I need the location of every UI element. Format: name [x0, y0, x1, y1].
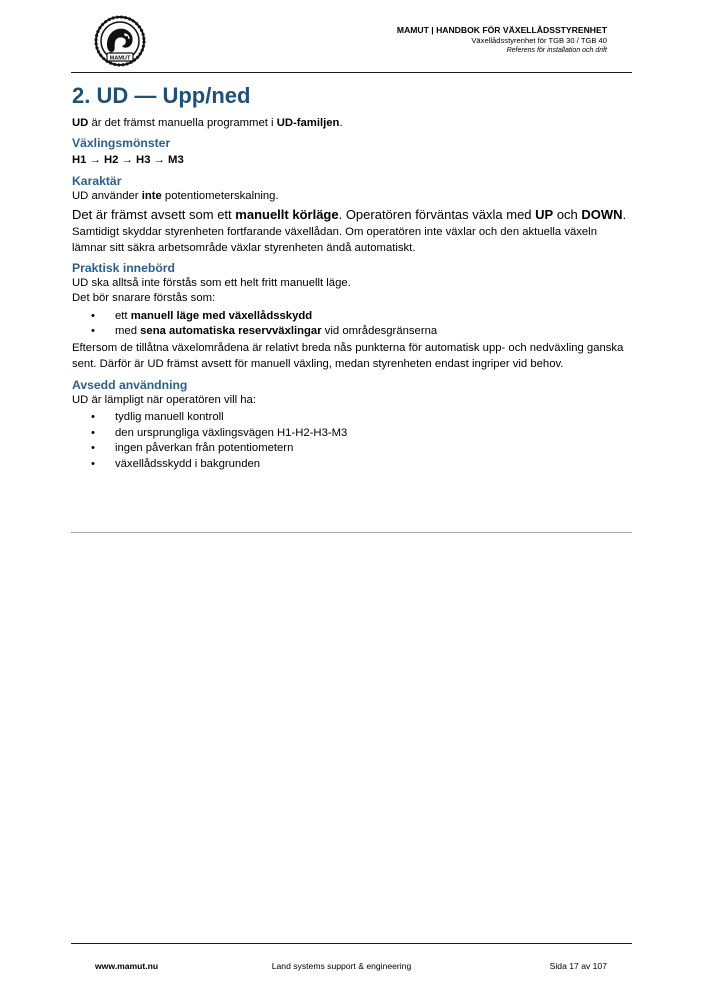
character-paragraph-2: Det är främst avsett som ett manuellt körläge. Operatören förväntas växla med UP och DOWN. — [72, 207, 627, 223]
header-info — [397, 25, 607, 56]
heading-intended-use: Avsedd användning — [72, 378, 188, 393]
main-content — [72, 82, 634, 472]
list-item: • den ursprungliga växlingsvägen H1-H2-H3-M3 — [72, 426, 634, 441]
list-item: • växellådsskydd i bakgrunden — [72, 457, 634, 472]
header-title: MAMUT | HANDBOK FÖR VÄXELLÅDSSTYRENHET — [396, 25, 607, 35]
heading-shift-pattern: Växlingsmönster — [72, 136, 171, 151]
section-title: 2. UD — Upp/ned — [72, 83, 251, 108]
footer-divider — [71, 943, 632, 944]
header-subtitle-italic: Referens för installation och drift — [506, 47, 607, 54]
intended-paragraph-1: UD är lämpligt när operatören vill ha: — [72, 394, 256, 407]
intended-bullet-list — [72, 410, 634, 472]
section-end-divider — [71, 532, 632, 533]
header-divider — [71, 72, 632, 73]
practical-bullet-list — [72, 309, 634, 340]
character-paragraph-1: UD använder inte potentiometerskalning. — [72, 189, 279, 202]
character-paragraph-3: Samtidigt skyddar styrenheten fortfarande växellådan. Om operatören inte växlar och den aktuella växeln lämnar sitt säkra arbetsområde växlar styrenheten ändå automatiskt. — [72, 226, 597, 254]
footer-page-number: Sida 17 av 107 — [549, 961, 607, 971]
practical-paragraph-2: Det bör snarare förstås som: — [72, 292, 216, 305]
footer-company: Land systems support & engineering — [271, 961, 412, 971]
heading-practical: Praktisk innebörd — [72, 261, 175, 276]
header-subtitle: Växellådsstyrenhet för TGB 30 / TGB 40 — [471, 36, 607, 45]
practical-paragraph-1: UD ska alltså inte förstås som ett helt fritt manuellt läge. — [72, 277, 351, 290]
heading-character: Karaktär — [72, 173, 122, 188]
logo-lettering: MAMUT — [109, 55, 131, 62]
mamut-logo — [94, 15, 146, 67]
list-item: • ett manuell läge med växellådsskydd — [72, 309, 634, 324]
list-item: • tydlig manuell kontroll — [72, 410, 634, 425]
intro-paragraph: UD är det främst manuella programmet i UD-familjen. — [72, 117, 343, 129]
practical-paragraph-3: Eftersom de tillåtna växelområdena är relativt breda nås punkterna för automatisk upp- och nedväxling ganska sent. Därför är UD främst avsett för manuell växling, medan styrenheten endast ingriper vid behov. — [72, 341, 624, 371]
list-item: • med sena automatiska reservväxlingar vid områdesgränserna — [72, 324, 634, 339]
shift-pattern-text: H1 → H2 → H3 → M3 — [72, 154, 184, 167]
list-item: • ingen påverkan från potentiometern — [72, 441, 634, 456]
footer-website-link[interactable]: www.mamut.nu — [95, 961, 159, 971]
